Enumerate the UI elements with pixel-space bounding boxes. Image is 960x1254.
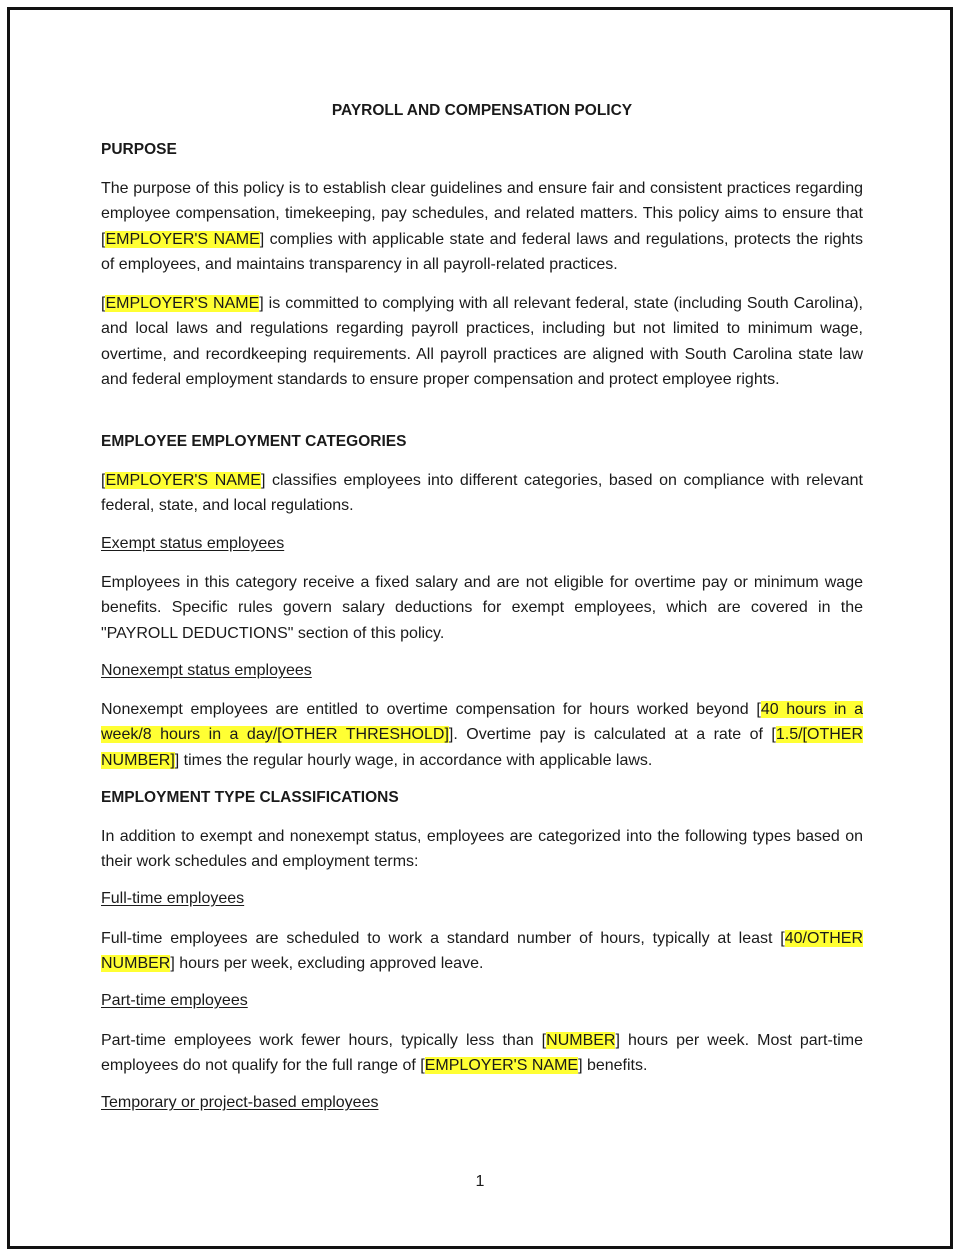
text-run: ] times the regular hourly wage, in accordance with applicable laws.	[174, 751, 653, 769]
text-run: ] classifies employees into different categories, based on compliance with relevant federal, state, and local regulations.	[101, 472, 864, 515]
purpose-paragraph-1	[101, 176, 863, 277]
placeholder-highlight: EMPLOYER'S NAME	[105, 295, 260, 312]
full-time-paragraph	[101, 926, 863, 977]
section-heading-types: EMPLOYMENT TYPE CLASSIFICATIONS	[101, 789, 399, 806]
subheading-temporary: Temporary or project-based employees	[101, 1094, 379, 1111]
categories-paragraph	[101, 468, 863, 519]
placeholder-highlight: 1.5/[OTHER NUMBER]	[101, 726, 863, 769]
text-run: ] is committed to complying with all relevant federal, state (including South Carolina), and local laws and regulations regarding payroll practices, including but not limited to minimum wage, overtime, and recordkeeping requirements. All payroll practices are aligned with South Carolina state law and federal employment standards to ensure proper compensation and protect employee rights.	[101, 295, 864, 388]
placeholder-highlight: 40 hours in a week/8 hours in a day/[OTHER THRESHOLD]	[101, 701, 863, 744]
text-run: [	[101, 295, 106, 312]
document-page	[7, 7, 953, 1249]
placeholder-highlight: EMPLOYER'S NAME	[105, 472, 261, 489]
text-run: ] hours per week, excluding approved leave.	[170, 955, 484, 973]
placeholder-highlight: EMPLOYER'S NAME	[424, 1057, 579, 1075]
placeholder-highlight: EMPLOYER'S NAME	[105, 230, 260, 248]
exempt-paragraph: Employees in this category receive a fixed salary and are not eligible for overtime pay or minimum wage benefits. Specific rules govern salary deductions for exempt employees, which are covered in the "PAYROLL DEDUCTIONS" section of this policy.	[101, 574, 863, 642]
text-run: Nonexempt employees are entitled to overtime compensation for hours worked beyond [	[101, 701, 761, 718]
text-run: The purpose of this policy is to establish clear guidelines and ensure fair and consistent practices regarding employee compensation, timekeeping, pay schedules, and related matters. This policy aims to ensure that [	[101, 180, 863, 248]
purpose-paragraph-2	[101, 291, 863, 392]
nonexempt-paragraph	[101, 697, 863, 773]
section-heading-categories: EMPLOYEE EMPLOYMENT CATEGORIES	[101, 433, 407, 450]
text-run: Full-time employees are scheduled to work a standard number of hours, typically at least [	[101, 930, 785, 947]
page-number: 1	[475, 1173, 485, 1190]
placeholder-highlight: NUMBER	[546, 1032, 616, 1049]
text-run: ]. Overtime pay is calculated at a rate of [	[448, 726, 776, 744]
subheading-exempt: Exempt status employees	[101, 535, 285, 552]
subheading-full-time: Full-time employees	[101, 890, 245, 907]
section-heading-purpose: PURPOSE	[101, 141, 177, 158]
part-time-paragraph	[101, 1028, 863, 1079]
text-run: ] hours per week. Most part-time employees do not qualify for the full range of [	[101, 1032, 864, 1075]
types-intro-paragraph: In addition to exempt and nonexempt status, employees are categorized into the following types based on their work schedules and employment terms:	[101, 828, 863, 871]
text-run: ] complies with applicable state and federal laws and regulations, protects the rights of employees, and maintains transparency in all payroll-related practices.	[101, 230, 863, 273]
text-run: ] benefits.	[578, 1057, 648, 1075]
subheading-nonexempt: Nonexempt status employees	[101, 662, 312, 679]
document-title: PAYROLL AND COMPENSATION POLICY	[331, 102, 633, 119]
placeholder-highlight: 40/OTHER NUMBER	[101, 930, 863, 973]
text-run: Part-time employees work fewer hours, typically less than [	[101, 1032, 547, 1049]
text-run: [	[101, 472, 106, 489]
subheading-part-time: Part-time employees	[101, 992, 248, 1009]
